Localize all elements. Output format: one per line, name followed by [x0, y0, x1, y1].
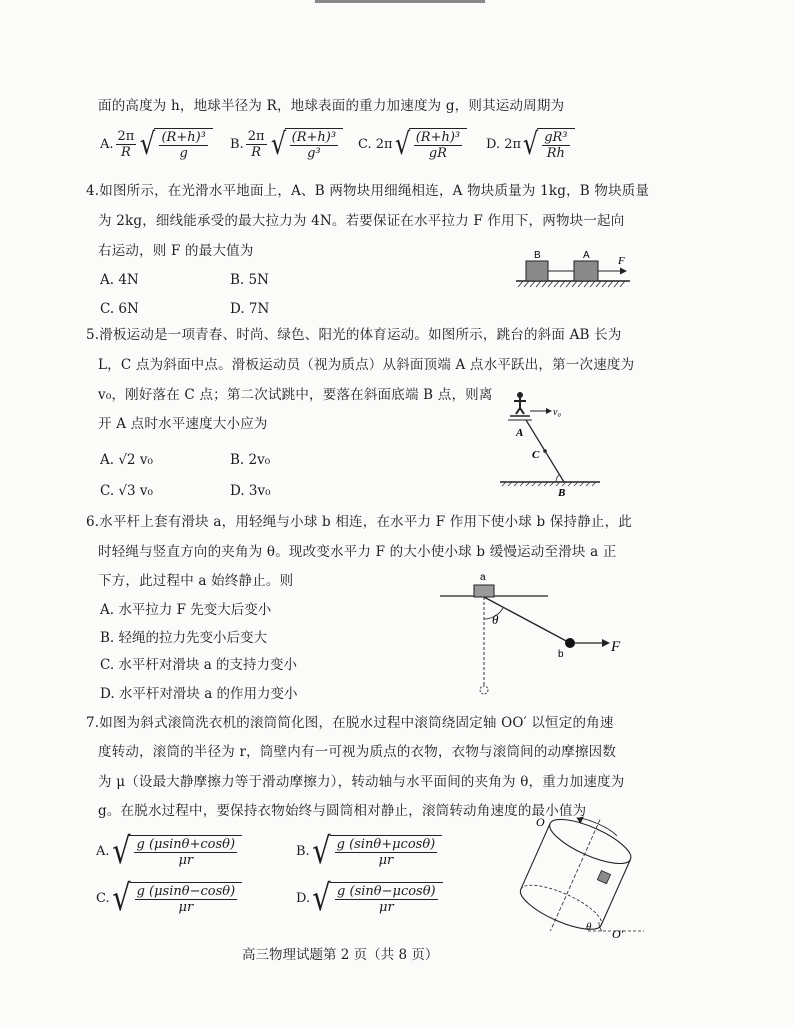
q7-rotation-axis [550, 820, 600, 931]
q5-option-d[interactable]: D. 3v₀ [230, 483, 271, 499]
q6-line-1: 6.水平杆上套有滑块 a，用轻绳与小球 b 相连，在水平力 F 作用下使小球 b 保持静止，此 [86, 514, 633, 530]
q6-option-c[interactable]: C. 水平杆对滑块 a 的支持力变小 [100, 657, 298, 673]
q5-figure [496, 386, 606, 498]
q4-label-f: F [618, 255, 625, 267]
q7-option-d[interactable]: D. √ $\frac{g (\sin\theta-\mu\cos\theta)}{\mu r}$ [296, 882, 443, 915]
q4-line-1: 4.如图所示，在光滑水平地面上，A、B 两物块用细绳相连，A 物块质量为 1kg，B 物块质量 [86, 183, 650, 199]
q4-line-3: 右运动，则 F 的最大值为 [98, 243, 254, 259]
q5-label-b: B [558, 487, 566, 498]
q7-line-2: 度转动，滚筒的半径为 r，筒壁内有一可视为质点的衣物，衣物与滚筒间的动摩擦因数 [98, 744, 617, 760]
q6-option-b[interactable]: B. 轻绳的拉力先变小后变大 [100, 630, 268, 646]
q4-line-2: 为 2kg，细线能承受的最大拉力为 4N。若要保证在水平拉力 F 作用下，两物块一起向 [98, 213, 625, 229]
q4-block-b [526, 261, 548, 281]
q4-option-b[interactable]: B. 5N [230, 272, 269, 288]
q3-option-a[interactable]: A. $\frac{2\pi}{R}$ √ $\frac{\text{(R+h)³}}{g}$ [100, 128, 213, 161]
q7-line-1: 7.如图为斜式滚筒洗衣机的滚筒简化图，在脱水过程中滚筒绕固定轴 OO′ 以恒定的角速 [86, 715, 614, 731]
q6-label-theta: θ [492, 612, 499, 627]
q3-option-c[interactable]: C. 2π √ $\frac{\text{(R+h)³}}{gR}$ [358, 128, 467, 161]
q3-text: 面的高度为 h，地球半径为 R，地球表面的重力加速度为 g，则其运动周期为 [98, 98, 565, 114]
q6-slider-a [474, 585, 494, 597]
q7-label-o: O [536, 815, 545, 829]
q4-force-arrow [620, 268, 627, 275]
q5-label-v0: v₀ [553, 407, 561, 418]
q6-force-arrow [602, 639, 610, 647]
q7-option-b[interactable]: B. √ $\frac{g (\sin\theta+\mu\cos\theta)}{\mu r}$ [296, 835, 442, 868]
q7-option-a[interactable]: A. √ $\frac{g (\mu\sin\theta+\cos\theta)}{\mu r}$ [96, 835, 242, 868]
q4-label-a: A [583, 250, 590, 261]
q6-label-f: F [611, 639, 621, 655]
page-footer: 高三物理试题第 2 页（共 8 页） [242, 947, 439, 963]
q4-label-b: B [534, 250, 541, 261]
q6-label-b: b [558, 649, 564, 660]
q4-option-d[interactable]: D. 7N [230, 301, 270, 317]
q5-line-1: 5.滑板运动是一项青春、时尚、绿色、阳光的体育运动。如图所示，跳台的斜面 AB 长为 [86, 327, 622, 343]
q4-option-a[interactable]: A. 4N [100, 272, 139, 288]
q5-line-4: 开 A 点时水平速度大小应为 [98, 416, 268, 432]
q7-label-o-prime: O′ [612, 927, 624, 941]
q6-line-2: 时轻绳与竖直方向的夹角为 θ。现改变水平力 F 的大小使小球 b 缓慢运动至滑块 a 正 [98, 544, 617, 560]
q5-velocity-arrow [546, 408, 552, 414]
q5-option-c[interactable]: C. √3 v₀ [100, 483, 153, 499]
q4-block-a [574, 261, 598, 281]
q5-option-a[interactable]: A. √2 v₀ [100, 452, 153, 468]
q5-label-c: C [532, 449, 540, 461]
q5-line-3: v₀，刚好落在 C 点；第二次试跳中，要落在斜面底端 B 点，则离 [98, 387, 493, 403]
q6-option-a[interactable]: A. 水平拉力 F 先变大后变小 [100, 602, 272, 618]
q7-line-3: 为 μ（设最大静摩擦力等于滑动摩擦力），转动轴与水平面间的夹角为 θ，重力加速度为 [98, 774, 625, 790]
q6-label-a: a [480, 572, 486, 583]
q5-label-a: A [516, 427, 524, 439]
page-top-rule [315, 0, 485, 3]
q3-option-b[interactable]: B. $\frac{2\pi}{R}$ √ $\frac{\text{(R+h)³}}{\text{g³}}$ [230, 128, 343, 161]
q7-figure [508, 812, 648, 944]
q7-label-theta: θ [586, 921, 592, 933]
q6-line-3: 下方，此过程中 a 始终静止。则 [98, 573, 294, 589]
q7-clothing-item [597, 871, 610, 884]
q6-option-d[interactable]: D. 水平杆对滑块 a 的作用力变小 [100, 686, 298, 702]
q5-option-b[interactable]: B. 2v₀ [230, 452, 271, 468]
q5-line-2: L，C 点为斜面中点。滑板运动员（视为质点）从斜面顶端 A 点水平跃出，第一次速度为 [98, 357, 635, 373]
q4-option-c[interactable]: C. 6N [100, 301, 139, 317]
q3-option-d[interactable]: D. 2π √ $\frac{\text{gR³}}{Rh}$ [486, 128, 575, 161]
q6-figure [436, 564, 626, 704]
skier-icon [514, 398, 526, 414]
q6-ball-b [565, 638, 575, 648]
q4-figure [510, 248, 650, 296]
q7-option-c[interactable]: C. √ $\frac{g (\mu\sin\theta-\cos\theta)}{\mu r}$ [96, 882, 242, 915]
q7-line-4: g。在脱水过程中，要保持衣物始终与圆筒相对静止，滚筒转动角速度的最小值为 [98, 803, 587, 819]
